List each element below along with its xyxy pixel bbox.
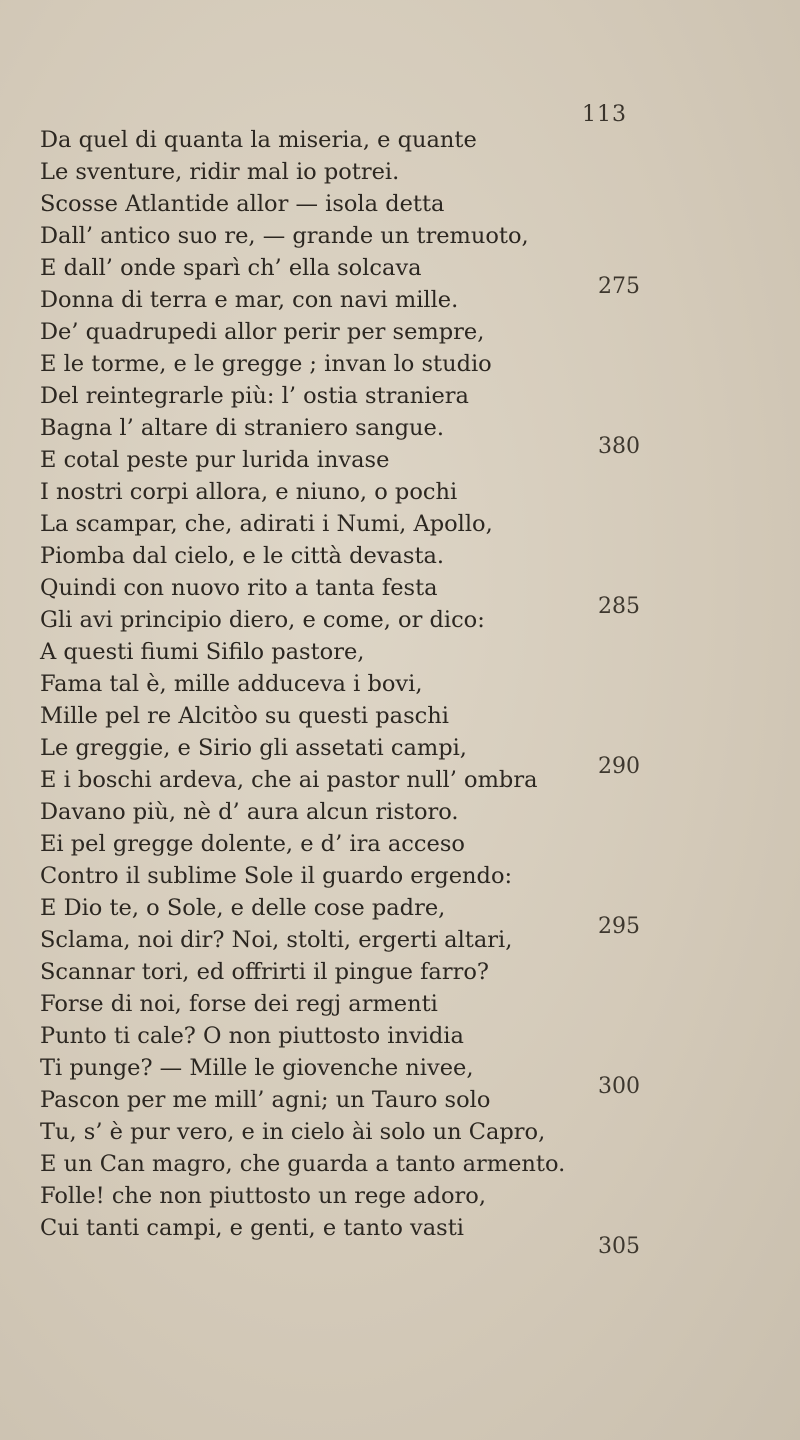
verse-line: Pascon per me mill’ agni; un Tauro solo: [40, 1087, 491, 1113]
verse-line: Dall’ antico suo re, — grande un tremuoto,: [40, 223, 529, 249]
verse-line: Scannar tori, ed offrirti il pingue farro?: [40, 959, 489, 985]
verse-line: A questi fiumi Sifilo pastore,: [40, 639, 365, 665]
line-number: 295: [598, 914, 640, 939]
verse-line: Davano più, nè d’ aura alcun ristoro.: [40, 799, 459, 825]
verse-line: Le greggie, e Sirio gli assetati campi,: [40, 735, 467, 761]
verse-line: Sclama, noi dir? Noi, stolti, ergerti altari,: [40, 927, 513, 953]
line-number: 285: [598, 594, 640, 619]
verse-line: E dall’ onde sparì ch’ ella solcava: [40, 255, 422, 281]
verse-line: Da quel di quanta la miseria, e quante: [40, 127, 477, 153]
verse-line: E un Can magro, che guarda a tanto armento.: [40, 1151, 566, 1177]
verse-line: Donna di terra e mar, con navi mille.: [40, 287, 459, 313]
verse-line: Piomba dal cielo, e le città devasta.: [40, 543, 445, 569]
verse-line: E le torme, e le gregge ; invan lo studio: [40, 351, 492, 377]
verse-line: La scampar, che, adirati i Numi, Apollo,: [40, 511, 493, 537]
verse-line: E i boschi ardeva, che ai pastor null’ ombra: [40, 767, 538, 793]
line-number: 300: [598, 1074, 640, 1099]
verse-line: Mille pel re Alcitòo su questi paschi: [40, 703, 449, 729]
verse-line: I nostri corpi allora, e niuno, o pochi: [40, 479, 458, 505]
verse-line: Bagna l’ altare di straniero sangue.: [40, 415, 444, 441]
verse-line: E cotal peste pur lurida invase: [40, 447, 390, 473]
verse-line: Forse di noi, forse dei regj armenti: [40, 991, 438, 1017]
verse-line: Gli avi principio diero, e come, or dico:: [40, 607, 485, 633]
verse-line: Scosse Atlantide allor — isola detta: [40, 191, 445, 217]
verse-line: Ei pel gregge dolente, e d’ ira acceso: [40, 831, 465, 857]
page-number: 113: [582, 102, 627, 127]
line-number: 380: [598, 434, 640, 459]
verse-line: Quindi con nuovo rito a tanta festa: [40, 575, 438, 601]
verse-line: Ti punge? — Mille le giovenche nivee,: [40, 1055, 474, 1081]
line-number: 305: [598, 1234, 640, 1259]
verse-line: Folle! che non piuttosto un rege adoro,: [40, 1183, 486, 1209]
verse-line: E Dio te, o Sole, e delle cose padre,: [40, 895, 446, 921]
verse-line: Punto ti cale? O non piuttosto invidia: [40, 1023, 464, 1049]
line-number: 290: [598, 754, 640, 779]
line-number: 275: [598, 274, 640, 299]
verse-line: De’ quadrupedi allor perir per sempre,: [40, 319, 485, 345]
verse-line: Contro il sublime Sole il guardo ergendo:: [40, 863, 513, 889]
verse-line: Fama tal è, mille adduceva i bovi,: [40, 671, 423, 697]
verse-line: Tu, s’ è pur vero, e in cielo ài solo un Capro,: [40, 1119, 546, 1145]
verse-line: Del reintegrarle più: l’ ostia straniera: [40, 383, 469, 409]
verse-line: Cui tanti campi, e genti, e tanto vasti: [40, 1215, 464, 1241]
verse-line: Le sventure, ridir mal io potrei.: [40, 159, 400, 185]
